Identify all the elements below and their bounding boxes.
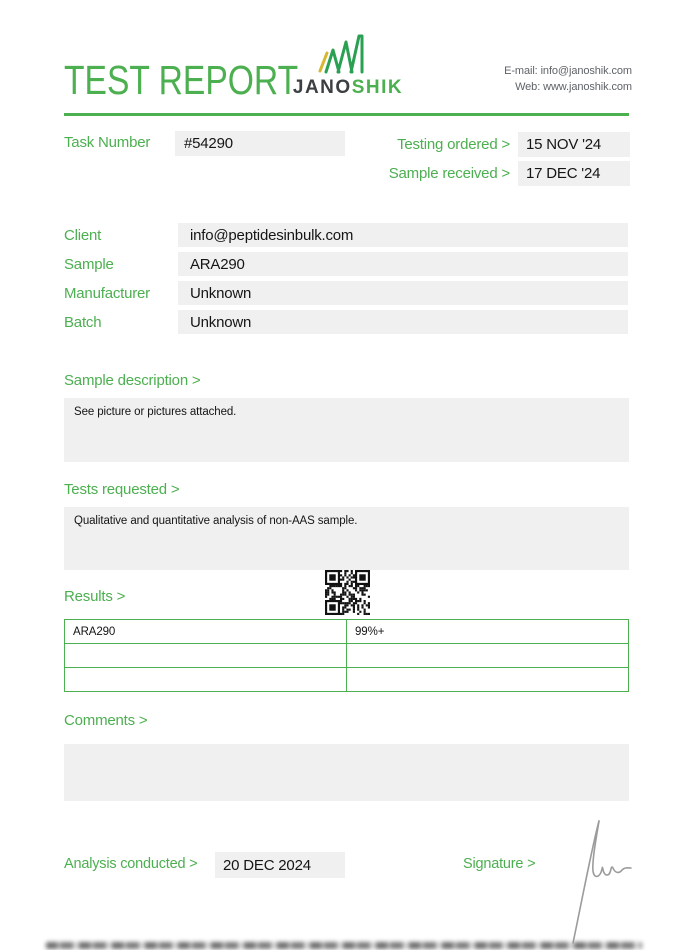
batch-text: Unknown (190, 313, 252, 331)
logo-text-jano: JANO (292, 77, 352, 98)
sample-label: Sample (64, 256, 114, 273)
results-row (65, 644, 629, 668)
sample-description-text: See picture or pictures attached. (74, 406, 237, 418)
testing-ordered-value (518, 132, 630, 157)
contact-web: Web: www.janoshik.com (515, 81, 632, 93)
blurred-footer-text (46, 942, 642, 949)
sample-description-header: Sample description > (64, 372, 201, 389)
logo-text-shik: SHIK (351, 77, 404, 98)
janoshik-logo-wordmark (292, 77, 404, 99)
results-table (64, 619, 629, 692)
sample-received-label: Sample received > (388, 165, 510, 182)
tests-requested-text: Qualitative and quantitative analysis of non-AAS sample. (74, 515, 358, 527)
task-number-value (175, 131, 345, 156)
results-cell-sample (65, 668, 347, 692)
results-header: Results > (64, 588, 126, 605)
sample-text: ARA290 (190, 255, 245, 273)
signature-label: Signature > (463, 856, 536, 872)
sample-value (178, 252, 628, 276)
janoshik-chart-logo-icon (304, 31, 394, 77)
sample-received-value (518, 161, 630, 186)
manufacturer-text: Unknown (190, 284, 252, 302)
comments-box (64, 744, 629, 801)
analysis-conducted-label: Analysis conducted > (64, 856, 198, 872)
signature-icon (552, 815, 642, 948)
contact-block (504, 63, 632, 95)
results-cell-sample (65, 644, 347, 668)
analysis-conducted-value (215, 852, 345, 878)
qr-code-icon (325, 570, 370, 615)
sample-received-text: 17 DEC '24 (526, 165, 601, 182)
testing-ordered-label: Testing ordered > (397, 136, 510, 153)
results-cell-sample: ARA290 (65, 620, 347, 644)
task-number-text: #54290 (184, 135, 233, 152)
contact-email: E-mail: info@janoshik.com (504, 65, 632, 77)
batch-value (178, 310, 628, 334)
sample-description-box (64, 398, 629, 462)
page-title: TEST REPORT (64, 57, 299, 103)
results-row (65, 668, 629, 692)
client-label: Client (64, 227, 102, 244)
manufacturer-value (178, 281, 628, 305)
testing-ordered-text: 15 NOV '24 (526, 136, 602, 153)
analysis-conducted-text: 20 DEC 2024 (223, 856, 311, 874)
comments-header: Comments > (64, 712, 148, 729)
manufacturer-label: Manufacturer (64, 285, 150, 302)
client-value (178, 223, 628, 247)
results-cell-purity: 99%+ (347, 620, 629, 644)
tests-requested-header: Tests requested > (64, 481, 180, 498)
client-text: info@peptidesinbulk.com (190, 226, 354, 244)
batch-label: Batch (64, 314, 102, 331)
results-row (65, 620, 629, 644)
tests-requested-box (64, 507, 629, 570)
results-cell-purity (347, 644, 629, 668)
task-number-label: Task Number (64, 134, 151, 151)
results-cell-purity (347, 668, 629, 692)
header-divider (64, 113, 629, 116)
